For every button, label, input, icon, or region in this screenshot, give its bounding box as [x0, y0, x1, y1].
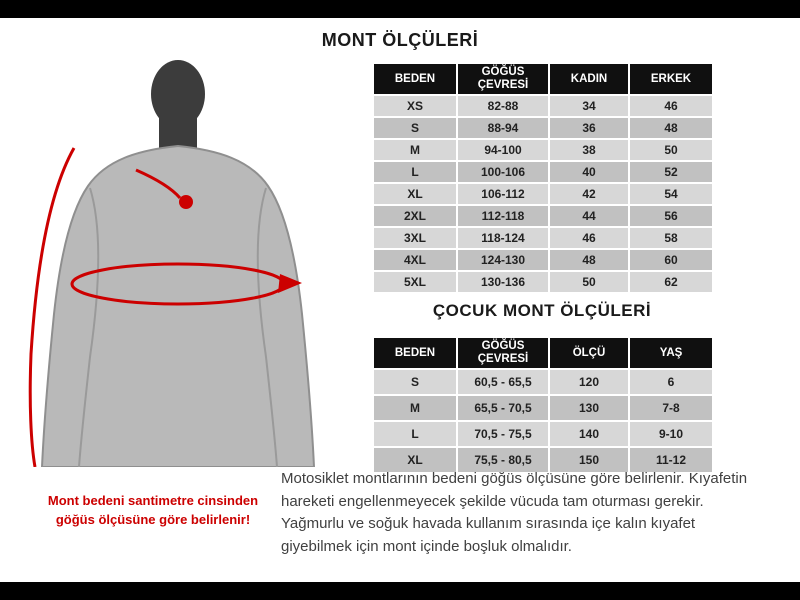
table-cell: 82-88	[457, 95, 549, 117]
table-cell: L	[373, 421, 457, 447]
top-black-bar	[0, 0, 800, 18]
adult-size-table	[372, 62, 714, 294]
table-cell: 75,5 - 80,5	[457, 447, 549, 473]
table-row	[373, 205, 713, 227]
table-cell: 48	[549, 249, 629, 271]
table-cell: 65,5 - 70,5	[457, 395, 549, 421]
table-cell: 36	[549, 117, 629, 139]
column-header: YAŞ	[629, 337, 713, 369]
body-measurement-figure	[18, 52, 353, 467]
table-cell: M	[373, 395, 457, 421]
table-cell: 140	[549, 421, 629, 447]
table-row	[373, 161, 713, 183]
table-cell: S	[373, 117, 457, 139]
table-cell: 6	[629, 369, 713, 395]
table-row	[373, 395, 713, 421]
table-cell: 62	[629, 271, 713, 293]
table-row	[373, 139, 713, 161]
table-cell: 130-136	[457, 271, 549, 293]
table-cell: 120	[549, 369, 629, 395]
torso-silhouette-illustration	[18, 52, 353, 467]
table-cell: 112-118	[457, 205, 549, 227]
table-cell: 40	[549, 161, 629, 183]
table-row	[373, 227, 713, 249]
table-cell: 130	[549, 395, 629, 421]
size-warning-note: Mont bedeni santimetre cinsinden göğüs ölçüsüne göre belirlenir!	[47, 493, 259, 527]
table-cell: 118-124	[457, 227, 549, 249]
page-title: MONT ÖLÇÜLERİ	[321, 30, 479, 50]
table-cell: L	[373, 161, 457, 183]
table-cell: 70,5 - 75,5	[457, 421, 549, 447]
child-table-header-row	[373, 337, 713, 369]
table-row	[373, 95, 713, 117]
table-cell: XL	[373, 447, 457, 473]
table-row	[373, 249, 713, 271]
column-header: GÖĞÜS ÇEVRESİ	[457, 337, 549, 369]
table-cell: 150	[549, 447, 629, 473]
table-cell: 34	[549, 95, 629, 117]
table-cell: 56	[629, 205, 713, 227]
column-header: KADIN	[549, 63, 629, 95]
column-header: GÖĞÜS ÇEVRESİ	[457, 63, 549, 95]
table-cell: 3XL	[373, 227, 457, 249]
table-cell: S	[373, 369, 457, 395]
table-cell: 100-106	[457, 161, 549, 183]
table-cell: M	[373, 139, 457, 161]
table-cell: 88-94	[457, 117, 549, 139]
table-row	[373, 271, 713, 293]
table-cell: 58	[629, 227, 713, 249]
table-cell: 54	[629, 183, 713, 205]
table-row	[373, 117, 713, 139]
table-cell: XL	[373, 183, 457, 205]
child-size-table	[372, 336, 714, 474]
table-cell: XS	[373, 95, 457, 117]
column-header: ERKEK	[629, 63, 713, 95]
table-cell: 7-8	[629, 395, 713, 421]
description-text: Motosiklet montlarının bedeni göğüs ölçüsüne göre belirlenir. Kıyafetin hareketi engellenmeyecek şekilde vücuda tam oturması gerekir. Yağmurlu ve soğuk havada kullanım sırasında içe kalın kıyafet giyebilmek için mont içinde boşluk olmalıdır.	[281, 470, 748, 555]
adult-table-header-row	[373, 63, 713, 95]
table-cell: 94-100	[457, 139, 549, 161]
table-cell: 38	[549, 139, 629, 161]
table-cell: 9-10	[629, 421, 713, 447]
table-cell: 2XL	[373, 205, 457, 227]
table-cell: 5XL	[373, 271, 457, 293]
table-cell: 124-130	[457, 249, 549, 271]
column-header: BEDEN	[373, 63, 457, 95]
table-cell: 42	[549, 183, 629, 205]
table-cell: 52	[629, 161, 713, 183]
column-header: ÖLÇÜ	[549, 337, 629, 369]
table-cell: 46	[549, 227, 629, 249]
table-row	[373, 183, 713, 205]
table-cell: 60	[629, 249, 713, 271]
bottom-black-bar	[0, 582, 800, 600]
table-cell: 50	[629, 139, 713, 161]
chest-point-marker	[179, 195, 193, 209]
table-cell: 4XL	[373, 249, 457, 271]
table-cell: 44	[549, 205, 629, 227]
child-section-title: ÇOCUK MONT ÖLÇÜLERİ	[432, 301, 652, 320]
table-row	[373, 369, 713, 395]
column-header: BEDEN	[373, 337, 457, 369]
table-row	[373, 421, 713, 447]
table-cell: 46	[629, 95, 713, 117]
table-cell: 48	[629, 117, 713, 139]
table-cell: 50	[549, 271, 629, 293]
table-cell: 106-112	[457, 183, 549, 205]
table-cell: 11-12	[629, 447, 713, 473]
table-cell: 60,5 - 65,5	[457, 369, 549, 395]
